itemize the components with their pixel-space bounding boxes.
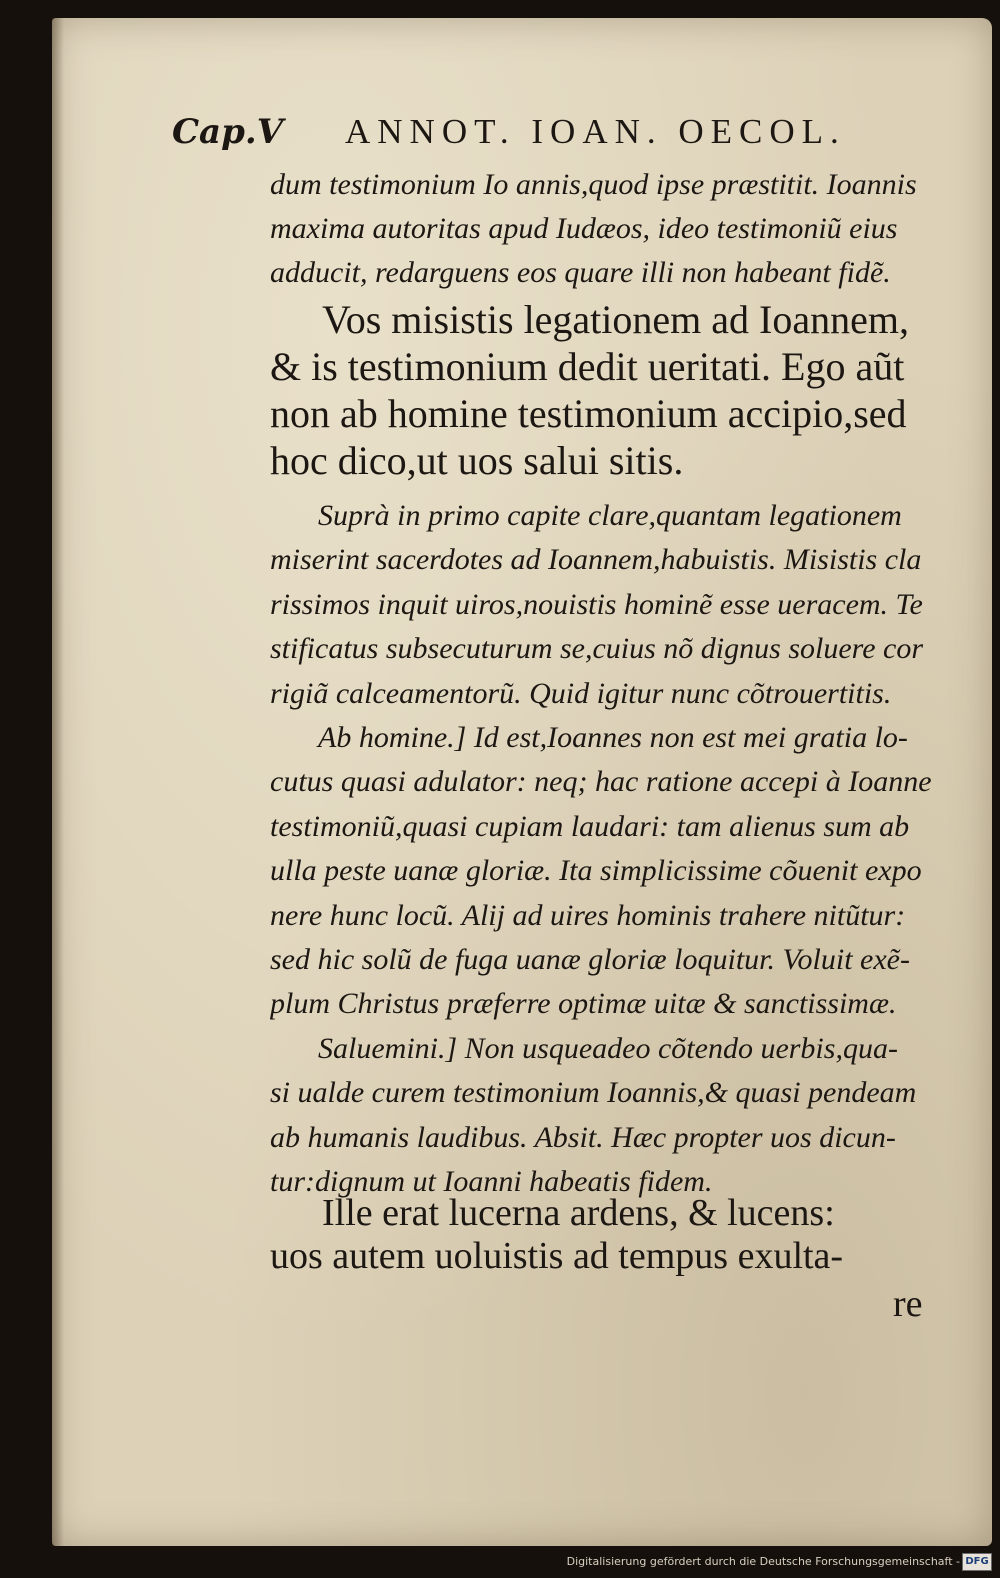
- scripture-line: hoc dico,ut uos salui sitis.: [270, 438, 684, 483]
- commentary-line: stificatus subsecuturum se,cuius nõ dignus soluere cor: [270, 632, 924, 666]
- catchword: re: [893, 1283, 923, 1325]
- commentary-line: rissimos inquit uiros,nouistis hominẽ esse ueracem. Te: [270, 587, 923, 621]
- scripture-passage-1: [270, 296, 942, 484]
- commentary-line: sed hic solũ de fuga uanæ gloriæ loquitur. Voluit exẽ-: [270, 943, 910, 977]
- commentary-line: Suprà in primo capite clare,quantam legationem: [318, 499, 902, 532]
- intro-paragraph: [270, 163, 942, 295]
- commentary-line: cutus quasi adulator: neq; hac ratione accepi à Ioanne: [270, 765, 932, 799]
- scripture-passage-2: [270, 1192, 942, 1278]
- scripture-line: & is testimonium dedit ueritati. Ego aũt: [270, 344, 905, 389]
- chapter-marker: Cap.V: [172, 112, 284, 152]
- digitization-credit: Digitalisierung gefördert durch die Deutsche Forschungsgemeinschaft -: [566, 1555, 960, 1568]
- commentary-line: rigiã calceamentorũ. Quid igitur nunc cõtrouertitis.: [270, 676, 892, 710]
- commentary-line: miserint sacerdotes ad Ioannem,habuistis. Misistis cla: [270, 543, 922, 577]
- scripture-line: non ab homine testimonium accipio,sed: [270, 391, 907, 436]
- running-title: ANNOT. IOAN. OECOL.: [345, 112, 846, 151]
- commentary-line: nere hunc locũ. Alij ad uires hominis trahere nitũtur:: [270, 898, 906, 932]
- commentary-line: Ab homine.] Id est,Ioannes non est mei gratia lo-: [318, 721, 908, 755]
- commentary-line: testimoniũ,quasi cupiam laudari: tam alienus sum ab: [270, 809, 910, 843]
- dfg-logo: DFG: [962, 1553, 992, 1571]
- commentary-line: si ualde curem testimonium Ioannis,& quasi pendeam: [270, 1076, 917, 1110]
- commentary-paragraph: [270, 494, 942, 1205]
- intro-line: maxima autoritas apud Iudæos, ideo testimoniũ eius: [270, 212, 898, 245]
- commentary-line: ulla peste uanæ gloriæ. Ita simplicissime cõuenit expo: [270, 854, 922, 888]
- commentary-line: plum Christus præferre optimæ uitæ & sanctissimæ.: [270, 987, 897, 1021]
- commentary-line: tur:dignum ut Ioanni habeatis fidem.: [270, 1165, 713, 1199]
- scripture-line: uos autem uoluistis ad tempus exulta-: [270, 1235, 844, 1277]
- commentary-line: Saluemini.] Non usqueadeo cõtendo uerbis,qua-: [318, 1031, 898, 1065]
- commentary-line: ab humanis laudibus. Absit. Hæc propter uos dicun-: [270, 1120, 896, 1154]
- intro-line: dum testimonium Io annis,quod ipse præstitit. Ioannis: [270, 168, 917, 201]
- scripture-line: Vos misistis legationem ad Ioannem,: [322, 297, 909, 342]
- intro-line: adducit, redarguens eos quare illi non habeant fidẽ.: [270, 256, 891, 289]
- scripture-line: Ille erat lucerna ardens, & lucens:: [322, 1192, 835, 1234]
- page-gutter-shadow: [52, 18, 64, 1546]
